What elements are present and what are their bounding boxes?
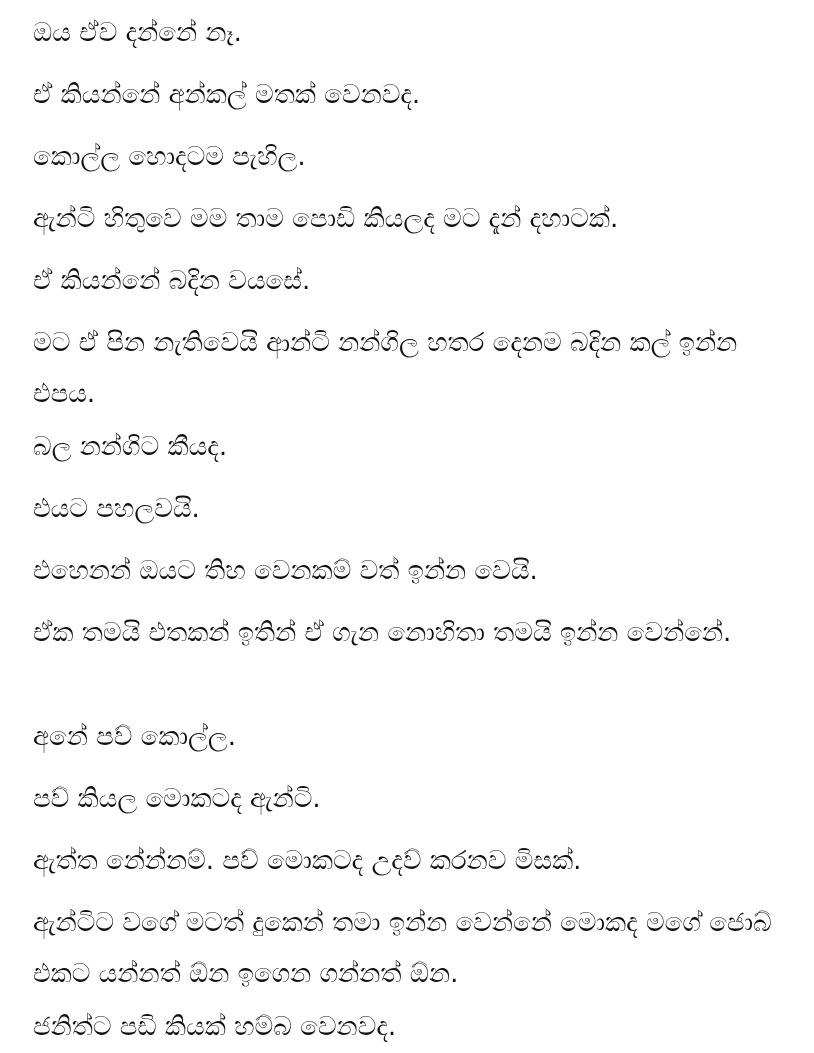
paragraph: බල නන්ගිට කීයද. [33,432,228,462]
paragraph: අනේ පව් කොල්ල. [33,722,236,752]
paragraph: ඇත්ත නේන්නම්. පව් මොකටද උදව් කරනව මිසක්. [33,846,582,876]
paragraph: පව් කියල මොකටද ඇන්ටි. [33,784,321,814]
paragraph: කොල්ල හොදටම පැහිල. [33,142,306,172]
paragraph: එයට පහලවයි. [33,494,200,524]
paragraph: එහෙනන් ඔයට තිහ වෙනකම් වත් ඉන්න වෙයි. [33,556,538,586]
paragraph: ඇන්ටි හිතුවෙ මම තාම පොඩි කියලද මට දැන් දහාටක්. [33,204,619,234]
paragraph: ඒ කියන්නේ අන්කල් මතක් වෙනවද. [33,80,421,110]
paragraph: ඒක තමයි එතකන් ඉතින් ඒ ගැන නොහිතා තමයි ඉන්න වෙන්නේ. [33,618,732,648]
paragraph: ඇන්ටිට වගේ මටත් දුකෙන් තමා ඉන්න වෙන්නේ මොකද මගේ ජොබ් එකට යන්නත් ඕන ඉගෙන ගන්නත් ඕන. [33,908,772,989]
paragraph: මට ඒ පින නැතිවෙයි ආන්ටි නන්ගිල හතර දෙනම බදින කල් ඉන්න එපය. [33,328,738,409]
paragraph: ඒ කියන්නේ බදින වයසේ. [33,266,311,296]
paragraph: ඔය ඒව දන්නේ නෑ. [33,18,242,48]
paragraph: ජනිත්ට පඩි කියක් හම්බ වෙනවද. [33,1012,397,1042]
